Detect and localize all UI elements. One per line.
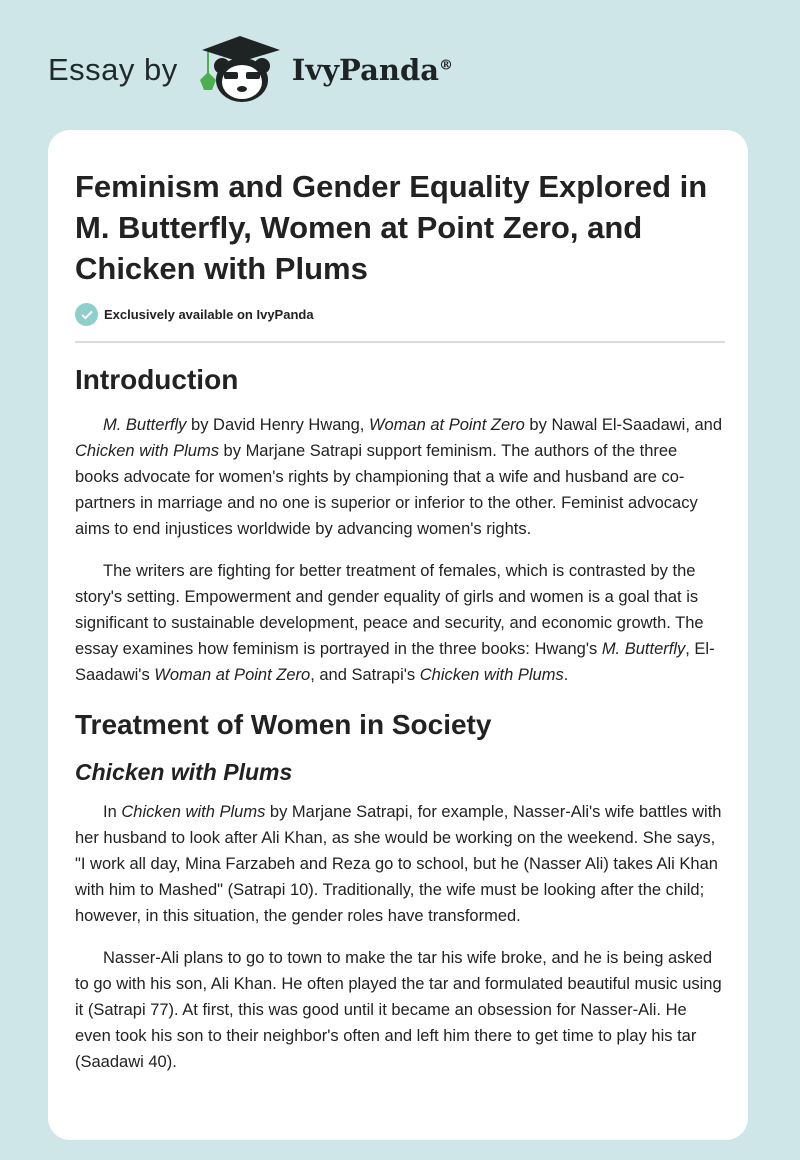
paragraph [75,558,725,688]
paragraph [75,412,725,542]
brand-name: IvyPanda [291,53,440,87]
text-segment: The writers are fighting for better treatment of females, which is contrasted by the story's setting. Empowerment and gender equality of girls and women is a goal that is significant to sustainable development, peace and security, and economic growth. The essay examines how feminism is portrayed in the three books: Hwang's [75,562,704,658]
paragraph [75,945,725,1075]
text-segment: , El-Saadawi's [75,640,715,684]
essay-by-label: Essay by [48,52,178,87]
essay-card [48,130,748,1140]
page-title: Feminism and Gender Equality Explored in M. Butterfly, Women at Point Zero, and Chicken with Plums [75,169,708,286]
book-title: Chicken with Plums [121,803,266,821]
check-icon [75,303,98,326]
text-segment: In [103,803,122,821]
ivypanda-brand[interactable] [292,53,453,87]
section-heading: Treatment of Women in Society [75,709,492,740]
exclusive-badge [75,303,725,326]
text-segment: . [563,666,569,684]
ivypanda-logo-icon[interactable] [196,32,284,109]
book-title: Chicken with Plums [419,666,564,684]
paragraph [75,799,725,929]
article-body [75,362,725,1075]
book-title: Chicken with Plums [75,442,219,460]
badge-label: Exclusively available on IvyPanda [104,307,314,322]
site-header [48,30,453,110]
text-segment: by Marjane Satrapi, for example, Nasser-Ali's wife battles with her husband to look after Ali Khan, as she would be working on the weekend. She says, "I work all day, Mina Farzabeh and Reza go to school, but he (Nasser Ali) takes Ali Khan with him to Mashed" (Satrapi 10). Traditionally, the wife must be looking after the child; however, in this situation, the gender roles have transformed. [75,803,722,925]
book-title: Woman at Point Zero [368,416,525,434]
text-segment: by David Henry Hwang, [186,416,369,434]
registered-mark: ® [439,57,454,74]
text-segment: Nasser-Ali plans to go to town to make the tar his wife broke, and he is being asked to go with his son, Ali Khan. He often played the tar and formulated beautiful music using it (Satrapi 77). At first, this was good until it became an obsession for Nasser-Ali. He even took his son to their neighbor's often and left him there to get time to play his tar (Saadawi 40). [75,949,722,1071]
section-subheading: Chicken with Plums [75,759,293,785]
article [75,166,725,1091]
book-title: Woman at Point Zero [154,666,311,684]
text-segment: by Marjane Satrapi support feminism. The authors of the three books advocate for women's rights by championing that a wife and husband are co-partners in marriage and no one is superior or inferior to the other. Feminist advocacy aims to end injustices worldwide by advancing women's rights. [75,442,698,538]
book-title: M. Butterfly [601,640,686,658]
text-segment: , and Satrapi's [310,666,420,684]
text-segment: by Nawal El-Saadawi, and [524,416,723,434]
book-title: M. Butterfly [103,416,187,434]
section-heading: Introduction [75,364,239,395]
divider [75,341,725,343]
